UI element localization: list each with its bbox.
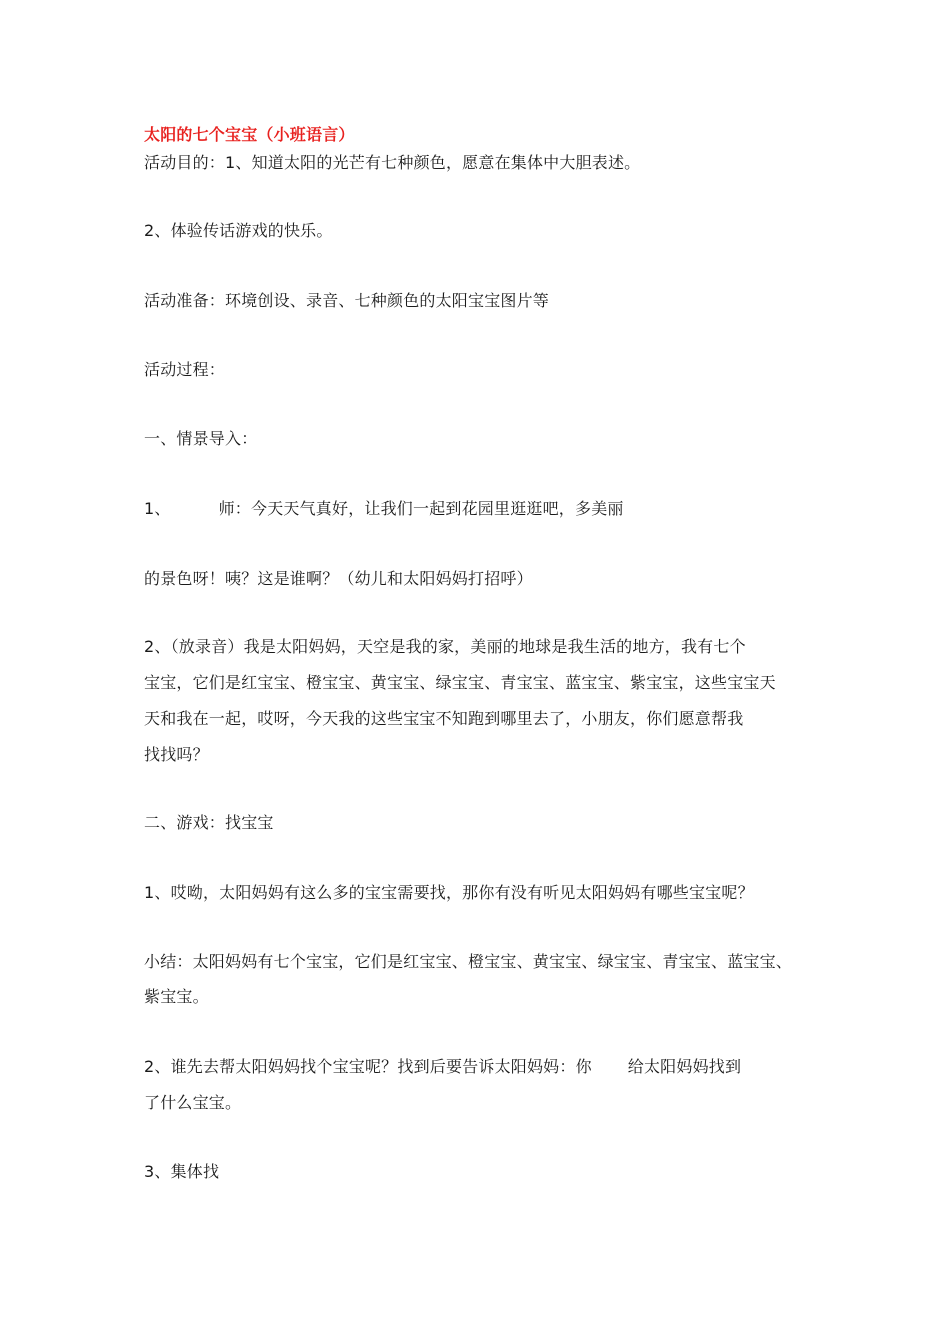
section2-item3: 3、集体找 — [144, 1162, 220, 1181]
summary-line2: 紫宝宝。 — [144, 987, 209, 1006]
section2-item2-line2: 了什么宝宝。 — [144, 1093, 242, 1112]
preparation-line: 活动准备：环境创设、录音、七种颜色的太阳宝宝图片等 — [144, 291, 550, 310]
section2-item2-line1 — [144, 1050, 741, 1084]
goal-line-2: 2、体验传话游戏的快乐。 — [144, 221, 333, 240]
section1-item1-continuation: 的景色呀！咦？这是谁啊？（幼儿和太阳妈妈打招呼） — [144, 569, 533, 588]
section1-item2-line3: 天和我在一起，哎呀，今天我的这些宝宝不知跑到哪里去了，小朋友，你们愿意帮我 — [144, 709, 744, 728]
summary-line1: 小结：太阳妈妈有七个宝宝，它们是红宝宝、橙宝宝、黄宝宝、绿宝宝、青宝宝、蓝宝宝、 — [144, 952, 793, 971]
section1-item2-line2: 宝宝，它们是红宝宝、橙宝宝、黄宝宝、绿宝宝、青宝宝、蓝宝宝、紫宝宝，这些宝宝天 — [144, 673, 776, 692]
section1-item2-line1: 2、（放录音）我是太阳妈妈，天空是我的家，美丽的地球是我生活的地方，我有七个 — [144, 637, 746, 656]
goal-line-1: 活动目的：1、知道太阳的光芒有七种颜色，愿意在集体中大胆表述。 — [144, 153, 641, 172]
process-heading: 活动过程： — [144, 360, 226, 379]
section1-item2-line4: 找找吗？ — [144, 745, 209, 764]
section1-heading: 一、情景导入： — [144, 429, 258, 448]
section1-item1 — [144, 492, 624, 526]
document-title: 太阳的七个宝宝（小班语言） — [144, 125, 355, 144]
section2-item2-part-b: 给太阳妈妈找到 — [627, 1057, 742, 1076]
section2-item2-part-a: 2、谁先去帮太阳妈妈找个宝宝呢？找到后要告诉太阳妈妈：你 — [144, 1057, 592, 1076]
section2-heading: 二、游戏：找宝宝 — [144, 813, 274, 832]
section1-item1-text: 师：今天天气真好，让我们一起到花园里逛逛吧，多美丽 — [218, 499, 624, 518]
section2-item1: 1、哎呦，太阳妈妈有这么多的宝宝需要找，那你有没有听见太阳妈妈有哪些宝宝呢？ — [144, 883, 754, 902]
section1-item1-number: 1、 — [144, 499, 171, 518]
